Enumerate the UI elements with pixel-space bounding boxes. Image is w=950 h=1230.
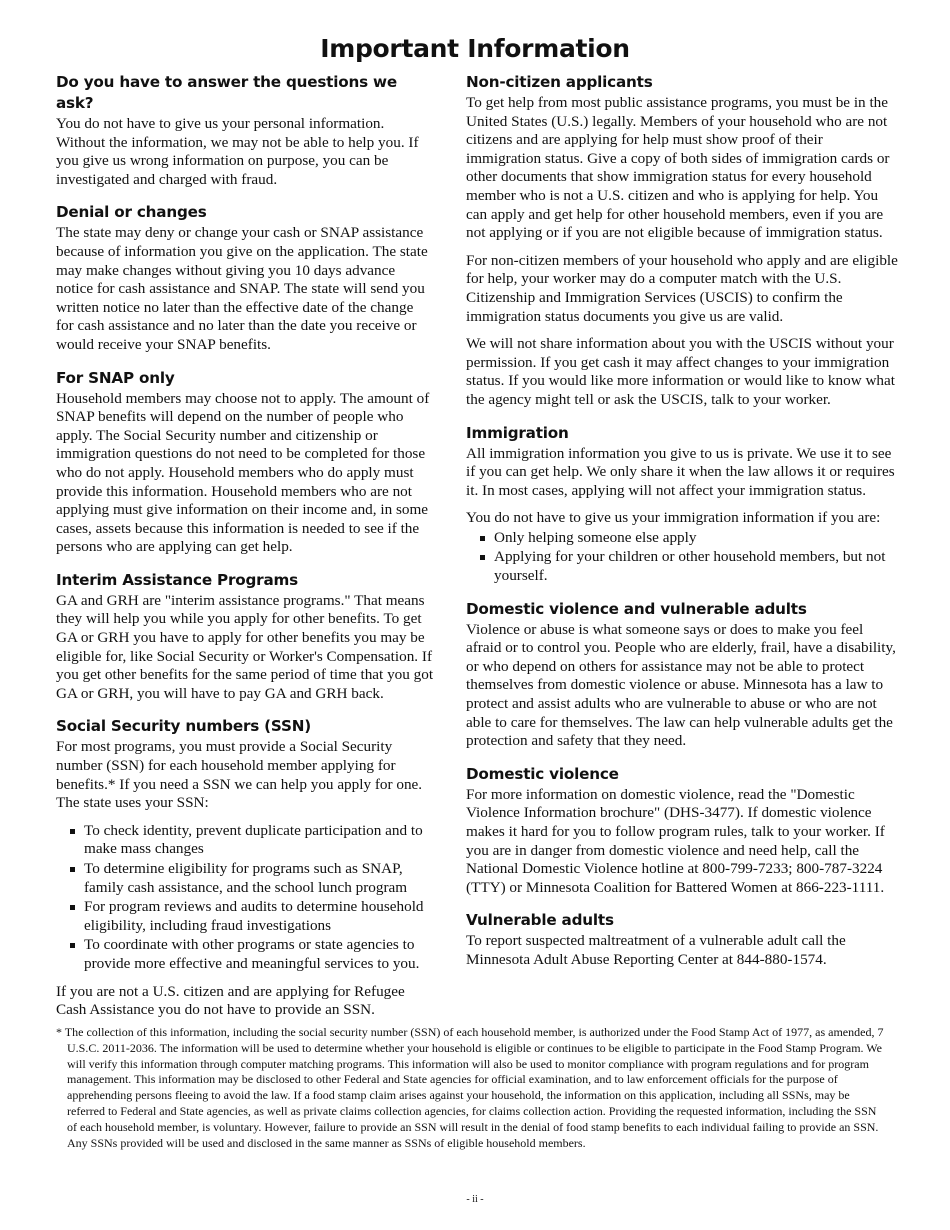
list-item xyxy=(56,898,434,935)
immigration-exceptions-list xyxy=(466,529,898,586)
ssn-uses-list xyxy=(56,822,434,974)
list-item-text: To coordinate with other programs or state agencies to provide more effective and meaningful services to you. xyxy=(84,936,420,972)
section-snap-only xyxy=(56,368,434,557)
list-item-text: To determine eligibility for programs such as SNAP, family cash assistance, and the school lunch program xyxy=(84,860,408,896)
section-denial-changes xyxy=(56,202,434,354)
section-paragraph: To get help from most public assistance programs, you must be in the United States (U.S.) legally. Members of your household who are not citizens and are applying for help must show proof of their immigration status. Give a copy of both sides of immigration cards or other documents that show immigration status for every household member who is not a U.S. citizen and who is applying for help. You can apply and get help for other household members, even if you are not applying or if you are not eligible because of immigration status. xyxy=(466,94,890,242)
footnote: * The collection of this information, including the social security number (SSN) of each household member, is authorized under the Food Stamp Act of 1977, as amended, 7 U.S.C. 2011-2036. The information will be used to determine whether your household is eligible or continues to be eligible to participate in the Food Stamp Program. We will verify this information through computer matching programs. This information will also be used to monitor compliance with program regulations and for program management. This information may be disclosed to other Federal and State agencies for official examination, and to law enforcement officials for the purpose of apprehending persons fleeing to avoid the law. If a food stamp claim arises against your household, the information on this application, including all SSNs, may be referred to Federal and State agencies, as well as private claims collection agencies, for claims collection action. Providing the requested information, including the SSN of each household member, is voluntary. However, failure to provide an SSN will result in the denial of food stamp benefits to each individual failing to provide an SSN. Any SSNs provided will be used and disclosed in the same manner as SSNs of eligible household members. xyxy=(56,1025,884,1150)
section-paragraph: The state may deny or change your cash or SNAP assistance because of information you give on the application. The state may make changes without giving you 10 days advance notice for cash assistance and SNAP. The state will send you written notice no later than the effective date of the change for cash assistance and no later than the date you receive or would receive your SNAP benefits. xyxy=(56,224,428,353)
section-paragraph: If you are not a U.S. citizen and are applying for Refugee Cash Assistance you do not have to provide an SSN. xyxy=(56,982,405,1019)
section-paragraph: All immigration information you give to us is private. We use it to see if you can get help. We only share it when the law allows it or requires it. In most cases, applying will not affect your immigration status. xyxy=(466,444,895,499)
section-heading: Domestic violence xyxy=(466,764,619,783)
section-paragraph: You do not have to give us your personal information. Without the information, we may not be able to help you. If you give us wrong information on purpose, you can be investigated and charged with fraud. xyxy=(56,115,419,188)
list-item xyxy=(56,936,434,973)
section-paragraph: For more information on domestic violence, read the "Domestic Violence Information brochure" (DHS-3477). If domestic violence makes it hard for you to follow program rules, talk to your worker. If you are in danger from domestic violence and need help, call the National Domestic Violence hotline at 800-799-7233; 800-787-3224 (TTY) or Minnesota Coalition for Battered Women at 866-223-1111. xyxy=(466,785,885,896)
list-item-text: For program reviews and audits to determine household eligibility, including fraud investigations xyxy=(84,898,424,934)
square-bullet-icon xyxy=(70,829,75,834)
section-heading: Immigration xyxy=(466,423,569,442)
list-item xyxy=(56,860,434,897)
square-bullet-icon xyxy=(70,943,75,948)
section-paragraph: Violence or abuse is what someone says or does to make you feel afraid or to control you. People who are elderly, frail, have a disability, or who depend on others for assistance may not be able to protect themselves from domestic violence or abuse. Minnesota has a law to protect and assist adults who are vulnerable to abuse or who are not able to care for themselves. The law can help vulnerable adults get the protection and safety that they need. xyxy=(466,620,896,750)
left-column xyxy=(56,72,434,1033)
section-paragraph: For most programs, you must provide a Social Security number (SSN) for each household member applying for benefits.* If you need a SSN we can help you apply for one. The state uses your SSN: xyxy=(56,738,423,812)
section-answer-questions xyxy=(56,72,434,189)
section-domestic-violence-vulnerable-adults xyxy=(466,599,898,751)
section-heading: Do you have to answer the questions we ask? xyxy=(56,73,397,112)
list-item-text: Applying for your children or other household members, but not yourself. xyxy=(494,548,886,585)
section-heading: Social Security numbers (SSN) xyxy=(56,717,311,736)
section-immigration xyxy=(466,423,898,586)
section-interim-assistance xyxy=(56,570,434,704)
section-heading: Interim Assistance Programs xyxy=(56,570,298,589)
page-title: Important Information xyxy=(320,34,630,63)
square-bullet-icon xyxy=(70,867,75,872)
section-paragraph: For non-citizen members of your household who apply and are eligible for help, your worker may do a computer match with the U.S. Citizenship and Immigration Services (USCIS) to confirm the immigration status documents you give us are valid. xyxy=(466,251,898,325)
section-non-citizen xyxy=(466,72,898,410)
section-paragraph: We will not share information about you with the USCIS without your permission. If you get cash it may affect changes to your immigration status. If you would like more information or would like to know what the agency might tell or ask the USCIS, talk to your worker. xyxy=(466,335,895,408)
list-item xyxy=(466,548,898,585)
section-paragraph: Household members may choose not to apply. The amount of SNAP benefits will depend on the number of people who apply. The Social Security number and citizenship or immigration questions do not need to be completed for those who do not apply. Household members who do apply must provide this information. Household members who are not applying must give information on their income and, in some cases, assets because this information is needed to see if the persons who are applying can get help. xyxy=(56,389,430,556)
square-bullet-icon xyxy=(480,555,485,560)
list-item-text: Only helping someone else apply xyxy=(494,528,697,546)
section-paragraph: GA and GRH are "interim assistance programs." That means they will help you while you apply for other benefits. To get GA or GRH you have to apply for other benefits you may be eligible for, like Social Security or Worker's Compensation. If you get other benefits for the same period of time that you got GA or GRH, you will have to pay GA and GRH back. xyxy=(56,591,434,702)
section-heading: Vulnerable adults xyxy=(466,911,614,930)
square-bullet-icon xyxy=(70,905,75,910)
list-item xyxy=(56,822,434,859)
section-heading: Domestic violence and vulnerable adults xyxy=(466,599,807,618)
section-paragraph: To report suspected maltreatment of a vulnerable adult call the Minnesota Adult Abuse Reporting Center at 844-880-1574. xyxy=(466,932,846,968)
list-item xyxy=(466,529,898,548)
list-item-text: To check identity, prevent duplicate participation and to make mass changes xyxy=(84,821,423,858)
right-column xyxy=(466,72,898,983)
section-heading: For SNAP only xyxy=(56,368,175,387)
page-number: - ii - xyxy=(466,1194,484,1205)
section-heading: Non-citizen applicants xyxy=(466,73,653,91)
section-vulnerable-adults xyxy=(466,910,898,969)
section-domestic-violence xyxy=(466,764,898,898)
section-paragraph: You do not have to give us your immigration information if you are: xyxy=(466,509,881,527)
section-ssn xyxy=(56,716,434,1019)
section-heading: Denial or changes xyxy=(56,203,207,222)
square-bullet-icon xyxy=(480,536,485,541)
